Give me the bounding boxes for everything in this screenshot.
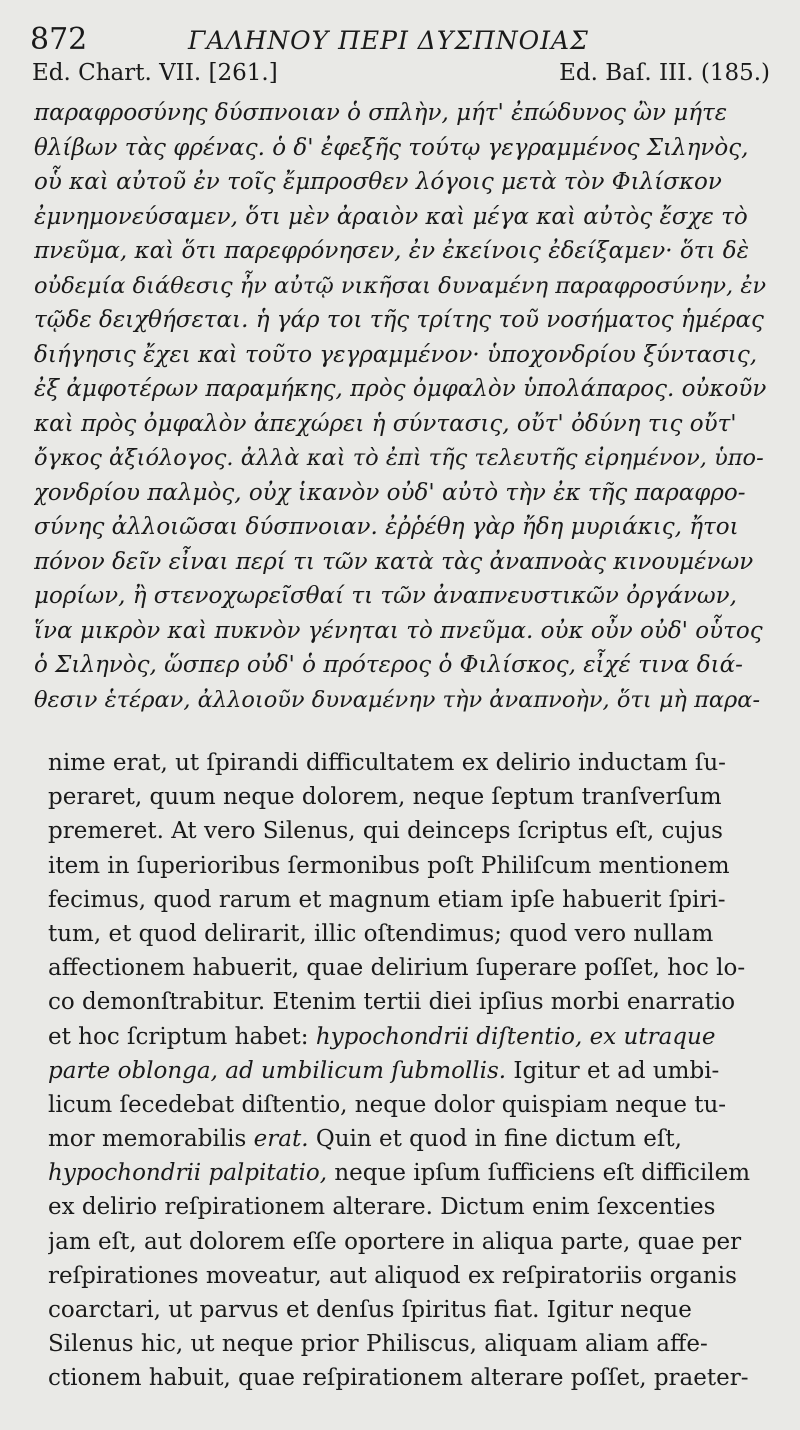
latin-text-line xyxy=(48,1190,770,1224)
greek-text-line: σύνης ἀλλοιῶσαι δύσπνοιαν. ἐῤῥέθη γὰρ ἤδη μυριάκις, ἤτοι xyxy=(34,514,739,540)
greek-text-line: πόνον δεῖν εἶναι περί τι τῶν κατὰ τὰς ἀναπνοὰς κινουμένων xyxy=(34,548,754,575)
greek-text-line: παραφροσύνης δύσπνοιαν ὁ σπλὴν, μήτ' ἐπώδυνος ὢν μήτε xyxy=(34,100,728,126)
text-run: ctionem habuit, quae reſpirationem alterare poſſet, praeter- xyxy=(48,1365,749,1392)
latin-text-line xyxy=(48,1225,770,1259)
greek-text-line: χονδρίου παλμὸς, οὐχ ἱκανὸν οὐδ' αὐτὸ τὴν ἐκ τῆς παραφρο- xyxy=(34,479,746,506)
latin-text-line xyxy=(48,746,770,780)
text-run: licum ſecedebat diſtentio, neque dolor quispiam neque tu- xyxy=(48,1091,727,1118)
greek-text-line: ἐμνημονεύσαμεν, ὅτι μὲν ἀραιὸν καὶ μέγα καὶ αὐτὸς ἔσχε τὸ xyxy=(34,203,748,230)
greek-text-line: ὄγκος ἀξιόλογος. ἀλλὰ καὶ τὸ ἐπὶ τῆς τελευτῆς εἰρημένον, ὑπο- xyxy=(34,445,764,471)
text-run: co demonſtrabitur. Etenim tertii diei ipſius morbi enarratio xyxy=(48,989,736,1016)
text-run: tum, et quod delirarit, illic oſtendimus; quod vero nullam xyxy=(48,920,714,947)
text-run: jam eſt, aut dolorem eſſe oportere in aliqua parte, quae per xyxy=(48,1228,742,1255)
latin-text-line xyxy=(48,985,770,1019)
latin-text-line xyxy=(48,1020,770,1054)
greek-text-line: θλίβων τὰς φρένας. ὁ δ' ἐφεξῆς τούτῳ γεγραμμένος Σιληνὸς, xyxy=(34,134,749,161)
italic-quotation: hypochondrii palpitatio, xyxy=(48,1160,328,1187)
running-title: ΓΑΛΗΝΟΥ ΠΕΡΙ ΔΥΣΠΝΟΙΑΣ xyxy=(188,26,589,55)
latin-text-line xyxy=(48,1361,770,1395)
edition-line xyxy=(0,60,800,92)
text-run: reſpirationes moveatur, aut aliquod ex reſpiratoriis organis xyxy=(48,1262,737,1289)
greek-text-line: καὶ πρὸς ὀμφαλὸν ἀπεχώρει ἡ σύντασις, οὔτ' ὀδύνη τις οὔτ' xyxy=(34,410,737,437)
text-run: item in ſuperioribus ſermonibus poſt Philiſcum mentionem xyxy=(48,852,730,879)
text-run: premeret. At vero Silenus, qui deinceps ſcriptus eſt, cujus xyxy=(48,818,723,845)
latin-text-line xyxy=(48,1122,770,1156)
greek-text-line: οὗ καὶ αὐτοῦ ἐν τοῖς ἔμπροσθεν λόγοις μετὰ τὸν Φιλίσκον xyxy=(34,169,722,195)
text-run: neque ipſum ſufficiens eſt difficilem xyxy=(327,1160,751,1187)
greek-text-line: ἐξ ἀμφοτέρων παραμήκης, πρὸς ὀμφαλὸν ὑπολάπαρος. οὐκοῦν xyxy=(34,376,767,402)
latin-text-line xyxy=(48,883,770,917)
latin-text-line xyxy=(48,849,770,883)
edition-reference-basel: Ed. Baſ. III. (185.) xyxy=(559,60,770,86)
latin-text-line xyxy=(48,1327,770,1361)
text-run: Silenus hic, ut neque prior Philiscus, aliquam aliam affe- xyxy=(48,1331,708,1358)
text-run: nime erat, ut ſpirandi difficultatem ex delirio inductam ſu- xyxy=(48,750,726,776)
text-run: fecimus, quod rarum et magnum etiam ipſe habuerit ſpiri- xyxy=(48,886,726,913)
latin-text-line xyxy=(48,1259,770,1293)
latin-text-line xyxy=(48,1088,770,1122)
greek-text-line: τῷδε δειχθήσεται. ἡ γάρ τοι τῆς τρίτης τοῦ νοσήματος ἡμέρας xyxy=(34,307,764,333)
greek-text-line: πνεῦμα, καὶ ὅτι παρεφρόνησεν, ἐν ἐκείνοις ἐδείξαμεν· ὅτι δὲ xyxy=(34,238,749,264)
greek-text-line: ὁ Σιληνὸς, ὥσπερ οὐδ' ὁ πρότερος ὁ Φιλίσκος, εἶχέ τινα διά- xyxy=(34,652,743,678)
greek-text-line: διήγησις ἔχει καὶ τοῦτο γεγραμμένον· ὑποχονδρίου ξύντασις, xyxy=(34,341,758,368)
latin-text-line xyxy=(48,814,770,848)
greek-text-line: οὐδεμία διάθεσις ἦν αὐτῷ νικῆσαι δυναμένη παραφροσύνην, ἐν xyxy=(34,272,767,299)
text-run: Quin et quod in fine dictum eſt, xyxy=(308,1126,682,1153)
page-number: 872 xyxy=(30,22,88,57)
text-run: et hoc ſcriptum habet: xyxy=(48,1023,316,1050)
edition-reference-chartier: Ed. Chart. VII. [261.] xyxy=(32,60,278,86)
text-run: Igitur et ad umbi- xyxy=(506,1057,720,1084)
greek-text-block xyxy=(34,96,774,717)
text-run: mor memorabilis xyxy=(48,1126,254,1153)
latin-text-line xyxy=(48,1054,770,1088)
latin-text-line xyxy=(48,1293,770,1327)
text-run: affectionem habuerit, quae delirium ſuperare poſſet, hoc lo- xyxy=(48,955,746,982)
italic-quotation: erat. xyxy=(253,1126,309,1153)
latin-translation-block xyxy=(48,746,770,1396)
greek-text-line: ἵνα μικρὸν καὶ πυκνὸν γένηται τὸ πνεῦμα. οὐκ οὖν οὐδ' οὗτος xyxy=(34,617,763,644)
greek-text-line: θεσιν ἑτέραν, ἀλλοιοῦν δυναμένην τὴν ἀναπνοὴν, ὅτι μὴ παρα- xyxy=(34,686,761,713)
text-run: ex delirio reſpirationem alterare. Dictum enim ſexcenties xyxy=(48,1194,716,1221)
latin-text-line xyxy=(48,951,770,985)
latin-text-line xyxy=(48,780,770,814)
running-head xyxy=(0,22,800,62)
greek-text-line: μορίων, ἢ στενοχωρεῖσθαί τι τῶν ἀναπνευστικῶν ὀργάνων, xyxy=(34,583,737,609)
latin-text-line xyxy=(48,917,770,951)
italic-quotation: parte oblonga, ad umbilicum ſubmollis. xyxy=(48,1057,507,1084)
text-run: coarctari, ut parvus et denſus ſpiritus fiat. Igitur neque xyxy=(48,1297,692,1323)
text-run: peraret, quum neque dolorem, neque ſeptum tranſverſum xyxy=(48,784,722,811)
latin-text-line xyxy=(48,1156,770,1190)
italic-quotation: hypochondrii diſtentio, ex utraque xyxy=(315,1023,716,1050)
